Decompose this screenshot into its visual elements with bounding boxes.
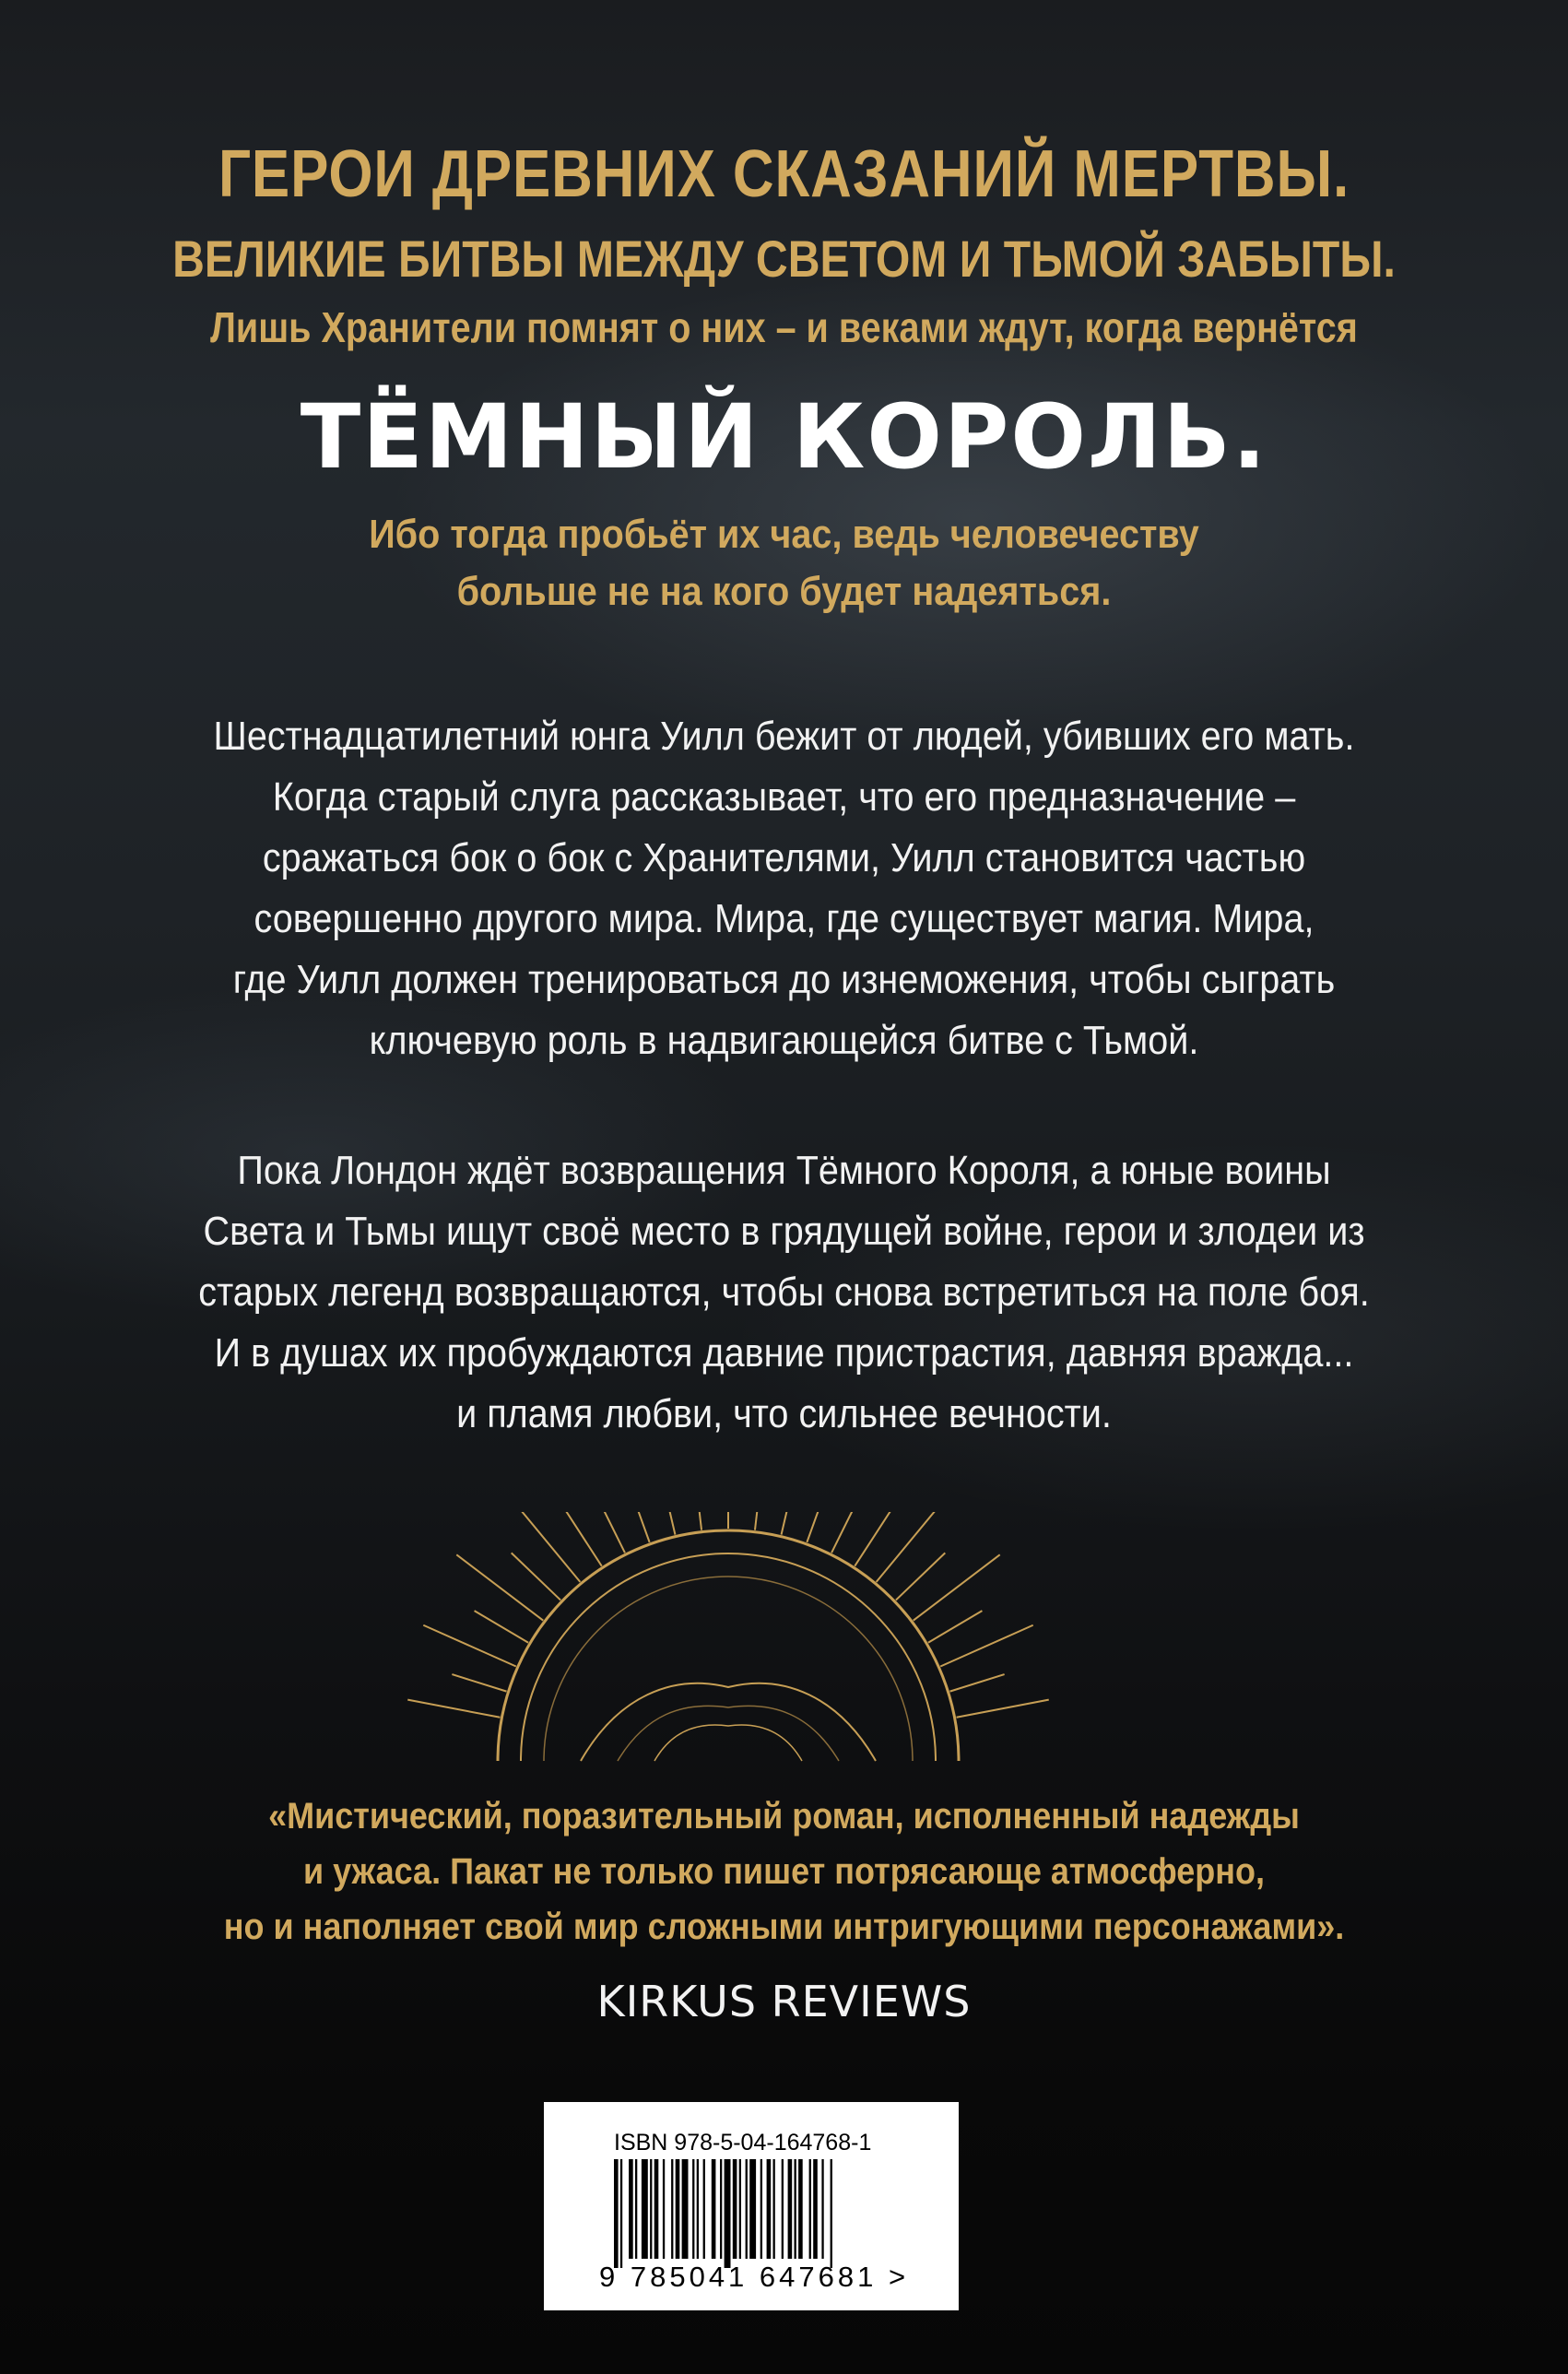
barcode-bar xyxy=(682,2159,689,2259)
quote-line: «Мистический, поразительный роман, исполненный надежды xyxy=(268,1796,1300,1837)
barcode-bar xyxy=(629,2159,633,2259)
barcode-bar xyxy=(809,2159,811,2259)
sunburst-ray xyxy=(896,1553,945,1600)
barcode-bar xyxy=(650,2159,652,2259)
description-paragraph-2 xyxy=(0,1140,1568,1445)
description-line: Когда старый слуга рассказывает, что его предназначение – xyxy=(272,774,1296,820)
description-line: совершенно другого мира. Мира, где существует магия. Мира, xyxy=(253,896,1315,941)
barcode-bar xyxy=(642,2159,648,2259)
barcode-bar xyxy=(725,2159,731,2268)
sunburst-ray xyxy=(782,1512,811,1535)
quote-line: но и наполняет свой мир сложными интригующими персонажами». xyxy=(223,1907,1345,1947)
description-line: И в душах их пробуждаются давние пристрастия, давняя вражда... xyxy=(214,1330,1354,1376)
barcode-bar xyxy=(733,2159,737,2259)
sunburst-ray xyxy=(877,1512,950,1582)
sunburst-ray xyxy=(570,1512,625,1553)
barcode-bar xyxy=(798,2159,803,2259)
sunburst-ray xyxy=(691,1512,701,1530)
barcode-bar xyxy=(712,2159,716,2259)
sunburst-ray xyxy=(456,1554,543,1620)
barcode-bar xyxy=(620,2159,622,2268)
sunburst-ray xyxy=(407,1700,500,1718)
barcode-bar xyxy=(813,2159,818,2259)
description-line: старых легенд возвращаются, чтобы снова встретиться на поле боя. xyxy=(198,1270,1370,1315)
motto-line-1: Ибо тогда пробьёт их час, ведь человечеству xyxy=(369,512,1199,557)
barcode-bar xyxy=(676,2159,680,2259)
sunburst-ray xyxy=(561,1512,602,1566)
quote-line: и ужаса. Пакат не только пишет потрясающе атмосферно, xyxy=(303,1851,1265,1892)
tagline-line-1: ГЕРОИ ДРЕВНИХ СКАЗАНИЙ МЕРТВЫ. xyxy=(218,137,1350,211)
sunburst-ray xyxy=(475,1611,529,1643)
sunburst-ray xyxy=(645,1512,675,1535)
barcode-bar xyxy=(654,2159,659,2259)
barcode-bar xyxy=(703,2159,705,2259)
barcode-bar xyxy=(831,2159,832,2268)
sunburst-ray xyxy=(949,1674,1004,1692)
barcode-bar xyxy=(739,2159,741,2259)
sunburst-ray xyxy=(506,1512,580,1582)
barcode-bar xyxy=(671,2159,673,2259)
barcode-bar xyxy=(746,2159,748,2259)
barcode-bar xyxy=(720,2159,722,2259)
sunburst-ray xyxy=(512,1553,560,1600)
description-line: Пока Лондон ждёт возвращения Тёмного Короля, а юные воины xyxy=(237,1148,1331,1193)
barcode-bar xyxy=(821,2159,823,2259)
motto-line-2: больше не на кого будет надеяться. xyxy=(456,569,1112,614)
sunburst-ray xyxy=(423,1625,515,1667)
isbn-label: ISBN 978-5-04-164768-1 xyxy=(614,2130,872,2155)
description-paragraph-1 xyxy=(0,706,1568,1071)
sunburst-ray xyxy=(623,1512,650,1542)
description-line: и пламя любви, что сильнее вечности. xyxy=(456,1391,1112,1436)
sunburst-ray xyxy=(914,1554,1000,1620)
sunburst-ray xyxy=(928,1611,983,1643)
description-line: где Уилл должен тренироваться до изнеможения, чтобы сыграть xyxy=(232,957,1336,1002)
description-line: ключевую роль в надвигающейся битве с Тьмой. xyxy=(369,1018,1199,1063)
barcode-bar xyxy=(767,2159,772,2259)
barcode-bar xyxy=(635,2159,637,2259)
barcode-bar xyxy=(788,2159,793,2259)
barcode-bar xyxy=(795,2159,796,2259)
description-line: сражаться бок о бок с Хранителями, Уилл становится частью xyxy=(262,835,1306,880)
sunburst-ray xyxy=(957,1700,1049,1718)
barcode-bar xyxy=(697,2159,699,2259)
sunburst-ray xyxy=(755,1512,765,1530)
barcode-bar xyxy=(773,2159,775,2259)
barcode-bar xyxy=(692,2159,694,2259)
isbn-digits: 9 785041 647681 > xyxy=(599,2261,910,2293)
barcode-bar xyxy=(749,2159,756,2259)
barcode-bar xyxy=(663,2159,665,2259)
sunburst-ray xyxy=(831,1512,887,1553)
barcode-bars xyxy=(614,2159,890,2268)
sunburst-emblem-icon xyxy=(396,1512,1060,1770)
barcode-bar xyxy=(782,2159,784,2259)
tagline-line-2: ВЕЛИКИЕ БИТВЫ МЕЖДУ СВЕТОМ И ТЬМОЙ ЗАБЫТЫ. xyxy=(172,230,1396,288)
sunburst-ray xyxy=(940,1625,1032,1667)
isbn-barcode xyxy=(544,2102,959,2310)
description-line: Шестнадцатилетний юнга Уилл бежит от людей, убивших его мать. xyxy=(213,714,1355,759)
book-title: ТЁМНЫЙ КОРОЛЬ. xyxy=(300,385,1268,489)
description-line: Света и Тьмы ищут своё место в грядущей войне, герои и злодеи из xyxy=(203,1209,1365,1254)
review-source: KIRKUS REVIEWS xyxy=(596,1977,972,2026)
sunburst-ray xyxy=(807,1512,833,1542)
tagline-line-3: Лишь Хранители помнят о них – и веками ждут, когда вернётся xyxy=(210,303,1358,351)
barcode-bar xyxy=(760,2159,762,2259)
sunburst-ray xyxy=(452,1674,506,1692)
sunburst-ray xyxy=(855,1512,895,1566)
review-quote xyxy=(0,1789,1568,1955)
barcode-bar xyxy=(614,2159,619,2268)
